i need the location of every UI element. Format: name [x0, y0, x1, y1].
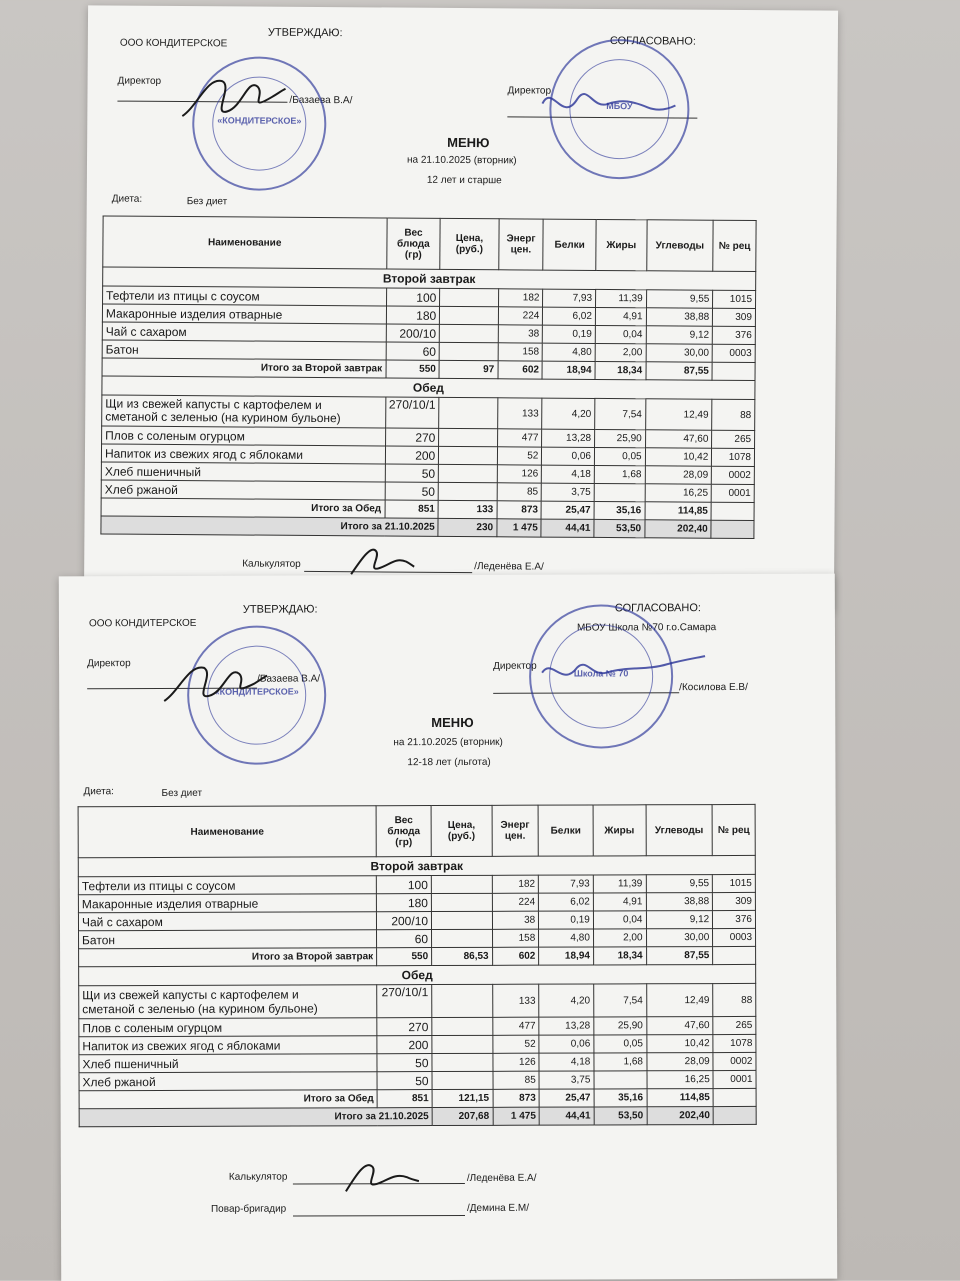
- subtotal-row: Итого за Обед 851 133 873 25,47 35,16 114,85: [101, 498, 754, 521]
- table-row: Щи из свежей капусты с картофелем и сметаной с зеленью (на курином бульоне) 270/10/1 133 4,20 7,54 12,49 88: [102, 395, 755, 431]
- col-name: Наименование: [78, 806, 376, 858]
- table-row: Напиток из свежих ягод с яблоками 200 52 0,06 0,05 10,42 1078: [79, 1034, 756, 1054]
- menu-age-group: 12-18 лет (льгота): [407, 756, 491, 769]
- table-row: Хлеб ржаной 50 85 3,75 16,25 0001: [101, 480, 754, 503]
- director-signature: [537, 79, 677, 130]
- director-left-label: Директор: [117, 75, 162, 87]
- section-title: Обед: [102, 376, 755, 400]
- calculator-label: Калькулятор: [228, 1171, 288, 1183]
- col-fat: Жиры: [596, 219, 647, 270]
- menu-table: [100, 215, 756, 539]
- menu-title: МЕНЮ: [447, 134, 490, 151]
- grand-total-row: Итого за 21.10.2025 230 1 475 44,41 53,50 202,40: [101, 516, 754, 539]
- section-title: Второй завтрак: [103, 267, 756, 291]
- diet-value: Без диет: [186, 196, 228, 208]
- subtotal-row: Итого за Второй завтрак 550 86,53 602 18,94 18,34 87,55: [79, 946, 756, 966]
- organization: ООО КОНДИТЕРСКОЕ: [119, 37, 228, 50]
- director-left-name: /Базаева В.А/: [257, 673, 321, 685]
- organization-stamp: «КОНДИТЕРСКОЕ»: [192, 56, 327, 191]
- director-right-label: Директор: [493, 660, 537, 672]
- director-signature: [159, 656, 269, 706]
- table-row: Плов с соленым огурцом 270 477 13,28 25,90 47,60 265: [102, 426, 755, 449]
- subtotal-row: Итого за Обед 851 121,15 873 25,47 35,16 114,85: [79, 1088, 756, 1108]
- col-fat: Жиры: [593, 805, 646, 856]
- diet-label: Диета:: [111, 193, 143, 205]
- col-price: Цена, (руб.): [431, 805, 492, 856]
- table-row: Макаронные изделия отварные 180 224 6,02 4,91 38,88 309: [102, 304, 755, 327]
- section-title: Обед: [79, 964, 756, 985]
- col-recipe: № рец: [713, 220, 756, 271]
- diet-label: Диета:: [83, 786, 114, 798]
- subtotal-row: Итого за Второй завтрак 550 97 602 18,94 18,34 87,55: [102, 358, 755, 381]
- cook-name: /Демина Е.М/: [466, 1202, 529, 1214]
- school-stamp: МБОУ: [549, 39, 690, 180]
- director-left-label: Директор: [87, 658, 131, 670]
- calculator-label: Калькулятор: [242, 558, 301, 570]
- director-signature: [177, 66, 287, 127]
- calculator-signature: [346, 539, 416, 579]
- agreed-label: СОГЛАСОВАНО:: [614, 602, 701, 615]
- col-name: Наименование: [103, 216, 387, 269]
- col-weight: Вес блюда (гр): [386, 218, 440, 269]
- calculator-name: /Леденёва Е.А/: [466, 1172, 537, 1184]
- approve-label: УТВЕРЖДАЮ:: [267, 26, 343, 40]
- signature-line: [293, 1215, 465, 1217]
- col-weight: Вес блюда (гр): [376, 806, 431, 857]
- col-carbs: Углеводы: [646, 805, 713, 856]
- menu-sheet-top: [84, 5, 838, 610]
- col-protein: Белки: [538, 805, 593, 856]
- table-row: Батон 60 158 4,80 2,00 30,00 0003: [79, 928, 756, 948]
- col-energy: Энерг цен.: [498, 219, 543, 270]
- col-price: Цена, (руб.): [440, 218, 499, 269]
- menu-age-group: 12 лет и старше: [426, 174, 502, 187]
- col-carbs: Углеводы: [646, 220, 713, 271]
- calculator-name: /Леденёва Е.А/: [474, 561, 544, 573]
- table-row: Напиток из свежих ягод с яблоками 200 52 0,06 0,05 10,42 1078: [101, 444, 754, 467]
- director-right-name: /Косилова Е.В/: [679, 681, 748, 694]
- section-title: Второй завтрак: [78, 855, 755, 876]
- director-signature: [537, 652, 707, 693]
- table-header: [78, 804, 755, 857]
- table-row: Тефтели из птицы с соусом 100 182 7,93 11,39 9,55 1015: [78, 874, 755, 894]
- organization: ООО КОНДИТЕРСКОЕ: [88, 617, 197, 630]
- col-recipe: № рец: [712, 804, 755, 855]
- menu-date: на 21.10.2025 (вторник): [393, 736, 503, 749]
- diet-value: Без диет: [161, 787, 203, 799]
- organization-stamp: «КОНДИТЕРСКОЕ»: [187, 625, 326, 764]
- table-row: Тефтели из птицы с соусом 100 182 7,93 11,39 9,55 1015: [103, 286, 756, 309]
- table-row: Щи из свежей капусты с картофелем и сметаной с зеленью (на курином бульоне) 270/10/1 133 4,20 7,54 12,49 88: [79, 983, 756, 1018]
- table-row: Чай с сахаром 200/10 38 0,19 0,04 9,12 376: [102, 322, 755, 345]
- table-row: Чай с сахаром 200/10 38 0,19 0,04 9,12 376: [78, 910, 755, 930]
- table-row: Плов с соленым огурцом 270 477 13,28 25,90 47,60 265: [79, 1016, 756, 1036]
- agreed-label: СОГЛАСОВАНО:: [609, 35, 696, 48]
- menu-title: МЕНЮ: [431, 714, 474, 731]
- director-right-label: Директор: [507, 85, 552, 97]
- col-energy: Энерг цен.: [492, 805, 539, 856]
- director-left-name: /Базаева В.А/: [289, 94, 353, 107]
- table-row: Хлеб пшеничный 50 126 4,18 1,68 28,09 0002: [79, 1052, 756, 1072]
- table-row: Хлеб пшеничный 50 126 4,18 1,68 28,09 0002: [101, 462, 754, 485]
- table-row: Хлеб ржаной 50 85 3,75 16,25 0001: [79, 1070, 756, 1090]
- table-header: [103, 216, 756, 272]
- menu-sheet-bottom: [59, 574, 837, 1281]
- school-stamp: Школа № 70: [529, 604, 674, 749]
- agreed-organization: МБОУ Школа №70 г.о.Самара: [576, 622, 717, 634]
- table-row: Батон 60 158 4,80 2,00 30,00 0003: [102, 340, 755, 363]
- approve-label: УТВЕРЖДАЮ:: [242, 603, 318, 616]
- table-row: Макаронные изделия отварные 180 224 6,02 4,91 38,88 309: [78, 892, 755, 912]
- grand-total-row: Итого за 21.10.2025 207,68 1 475 44,41 53,50 202,40: [79, 1106, 756, 1126]
- menu-date: на 21.10.2025 (вторник): [406, 154, 517, 167]
- col-protein: Белки: [543, 219, 596, 270]
- calculator-signature: [341, 1153, 421, 1197]
- menu-table: [78, 804, 757, 1127]
- cook-label: Повар-бригадир: [210, 1203, 287, 1215]
